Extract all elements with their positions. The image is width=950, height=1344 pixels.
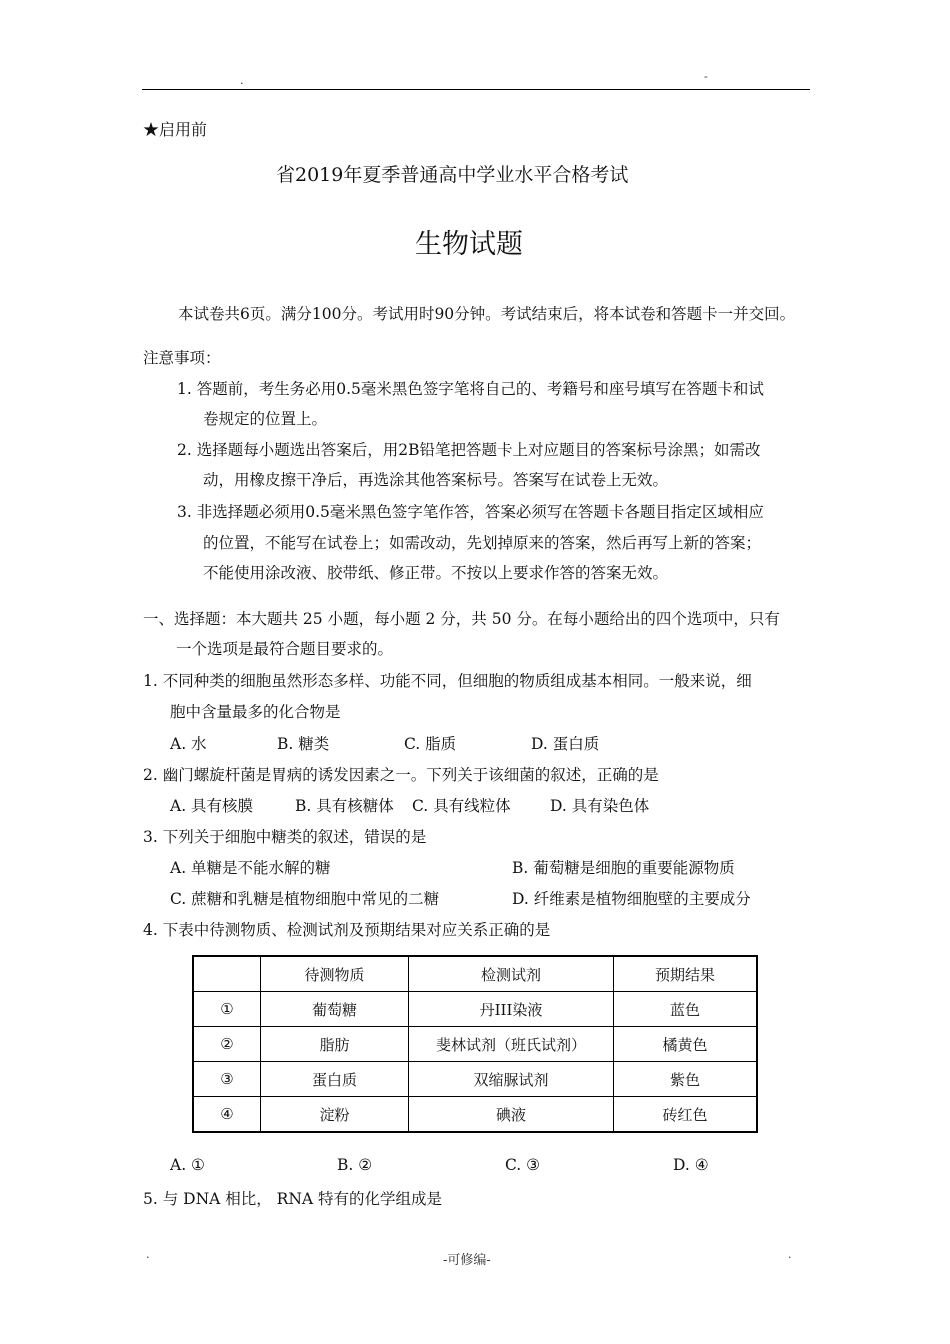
section1-line-2: 一个选项是最符合题目要求的。 bbox=[176, 640, 394, 658]
q2-option-c: C. 具有线粒体 bbox=[412, 797, 511, 815]
q1-stem-line-2: 胞中含量最多的化合物是 bbox=[170, 703, 341, 721]
q2-option-d: D. 具有染色体 bbox=[550, 797, 650, 815]
confidential-label: ★启用前 bbox=[143, 120, 208, 139]
q3-option-b: B. 葡萄糖是细胞的重要能源物质 bbox=[512, 859, 735, 877]
q4-option-d: D. ④ bbox=[673, 1156, 709, 1174]
table-cell: 丹III染液 bbox=[409, 992, 614, 1027]
table-header-cell: 检测试剂 bbox=[409, 956, 614, 992]
q4-option-c: C. ③ bbox=[505, 1156, 541, 1174]
table-cell: 碘液 bbox=[409, 1097, 614, 1133]
q1-option-d: D. 蛋白质 bbox=[531, 735, 600, 753]
q1-stem-line-1: 1. 不同种类的细胞虽然形态多样、功能不同，但细胞的物质组成基本相同。一般来说，细 bbox=[143, 672, 752, 690]
note-1-line-2: 卷规定的位置上。 bbox=[203, 410, 328, 428]
table-row bbox=[193, 1097, 757, 1133]
q3-option-d: D. 纤维素是植物细胞壁的主要成分 bbox=[512, 890, 751, 908]
q3-stem: 3. 下列关于细胞中糖类的叙述，错误的是 bbox=[143, 828, 427, 846]
q3-option-c: C. 蔗糖和乳糖是植物细胞中常见的二糖 bbox=[170, 890, 440, 908]
q4-stem: 4. 下表中待测物质、检测试剂及预期结果对应关系正确的是 bbox=[143, 921, 551, 939]
table-cell: 葡萄糖 bbox=[261, 992, 409, 1027]
table-cell: ② bbox=[193, 1027, 261, 1062]
table-header-cell: 预期结果 bbox=[614, 956, 758, 992]
q4-table bbox=[192, 955, 758, 1133]
q1-option-b: B. 糖类 bbox=[277, 735, 330, 753]
table-row bbox=[193, 1062, 757, 1097]
table-header-cell: 待测物质 bbox=[261, 956, 409, 992]
table-row bbox=[193, 1027, 757, 1062]
header-rule bbox=[142, 89, 810, 90]
note-2-line-1: 2. 选择题每小题选出答案后，用2B铅笔把答题卡上对应题目的答案标号涂黑；如需改 bbox=[177, 441, 761, 459]
table-cell: 斐林试剂（班氏试剂） bbox=[409, 1027, 614, 1062]
table-cell: ④ bbox=[193, 1097, 261, 1133]
table-header-cell bbox=[193, 956, 261, 992]
table-cell: 蓝色 bbox=[614, 992, 758, 1027]
exam-title: 省2019年夏季普通高中学业水平合格考试 bbox=[276, 164, 629, 186]
note-1-line-1: 1. 答题前，考生务必用0.5毫米黑色签字笔将自己的、考籍号和座号填写在答题卡和试 bbox=[177, 380, 764, 398]
footer-center: -可修编- bbox=[443, 1253, 491, 1268]
subject-title: 生物试题 bbox=[415, 229, 523, 260]
q5-stem: 5. 与 DNA 相比， RNA 特有的化学组成是 bbox=[143, 1190, 443, 1208]
note-3-line-3: 不能使用涂改液、胶带纸、修正带。不按以上要求作答的答案无效。 bbox=[203, 564, 669, 582]
table-cell: 紫色 bbox=[614, 1062, 758, 1097]
notes-heading: 注意事项： bbox=[143, 349, 221, 367]
table-cell: 脂肪 bbox=[261, 1027, 409, 1062]
footer-right-mark: . bbox=[788, 1248, 792, 1261]
header-right-mark: - bbox=[704, 70, 708, 83]
q4-option-a: A. ① bbox=[170, 1156, 205, 1174]
footer-left-mark: . bbox=[146, 1248, 150, 1261]
table-cell: 砖红色 bbox=[614, 1097, 758, 1133]
q2-stem: 2. 幽门螺旋杆菌是胃病的诱发因素之一。下列关于该细菌的叙述，正确的是 bbox=[143, 766, 659, 784]
table-cell: 蛋白质 bbox=[261, 1062, 409, 1097]
table-cell: ③ bbox=[193, 1062, 261, 1097]
note-2-line-2: 动，用橡皮擦干净后，再选涂其他答案标号。答案写在试卷上无效。 bbox=[203, 471, 669, 489]
q2-option-b: B. 具有核糖体 bbox=[295, 797, 394, 815]
header-left-mark: . bbox=[240, 74, 244, 87]
table-row bbox=[193, 992, 757, 1027]
intro-text: 本试卷共6页。满分100分。考试用时90分钟。考试结束后，将本试卷和答题卡一并交回。 bbox=[178, 305, 796, 323]
note-3-line-2: 的位置，不能写在试卷上；如需改动，先划掉原来的答案，然后再写上新的答案； bbox=[203, 534, 762, 552]
table-cell: 橘黄色 bbox=[614, 1027, 758, 1062]
q4-option-b: B. ② bbox=[337, 1156, 373, 1174]
note-3-line-1: 3. 非选择题必须用0.5毫米黑色签字笔作答，答案必须写在答题卡各题目指定区域相应 bbox=[177, 503, 764, 521]
table-header-row bbox=[193, 956, 757, 992]
table-cell: 双缩脲试剂 bbox=[409, 1062, 614, 1097]
q3-option-a: A. 单糖是不能水解的糖 bbox=[170, 859, 331, 877]
table-cell: ① bbox=[193, 992, 261, 1027]
q1-option-c: C. 脂质 bbox=[404, 735, 457, 753]
q1-option-a: A. 水 bbox=[170, 735, 207, 753]
table-cell: 淀粉 bbox=[261, 1097, 409, 1133]
section1-line-1: 一、选择题：本大题共 25 小题，每小题 2 分，共 50 分。在每小题给出的四个选项中，只有 bbox=[143, 610, 780, 628]
q2-option-a: A. 具有核膜 bbox=[170, 797, 254, 815]
